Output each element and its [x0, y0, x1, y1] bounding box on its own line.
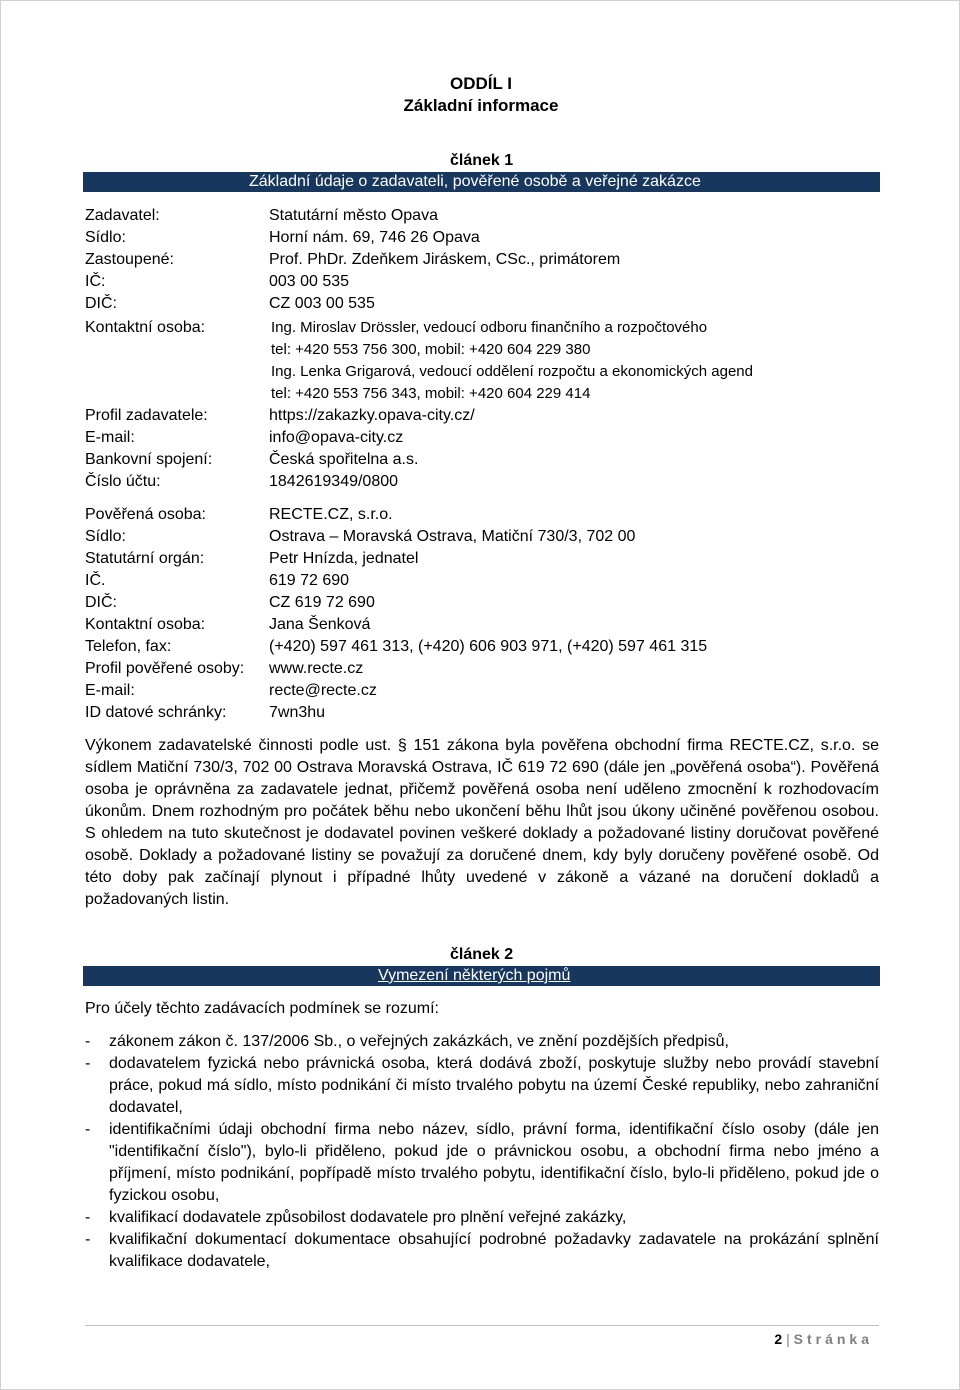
field-value: 7wn3hu — [269, 704, 326, 721]
field-label: IČ: — [85, 273, 106, 290]
list-item: - dodavatelem fyzická nebo právnická osoba, která dodává zboží, poskytuje služby nebo provádí stavební práce, pokud má sídlo, místo podnikání či místo trvalého pobytu na území České republiky, nebo zahraniční dodavatel, — [85, 1055, 879, 1116]
website-link[interactable]: www.recte.cz — [269, 660, 364, 677]
article1-heading-bar — [83, 172, 880, 192]
list-item: - kvalifikační dokumentací dokumentace obsahující podrobné požadavky zadavatele na prokázání splnění kvalifikace dodavatele, — [85, 1231, 879, 1270]
list-item: - zákonem zákon č. 137/2006 Sb., o veřejných zakázkách, ve znění pozdějších předpisů, — [85, 1033, 729, 1050]
field-value: Statutární město Opava — [269, 207, 438, 224]
footer-rule — [85, 1325, 879, 1326]
field-value: CZ 003 00 535 — [269, 295, 375, 312]
article1-number: článek 1 — [450, 152, 514, 169]
field-label: Sídlo: — [85, 229, 126, 246]
page-footer — [774, 1330, 873, 1348]
field-value: Ostrava – Moravská Ostrava, Matiční 730/3, 702 00 — [269, 528, 636, 545]
article2-heading: Vymezení některých pojmů — [378, 967, 571, 984]
section-subtitle: Základní informace — [403, 96, 559, 115]
article2-heading-bar — [83, 966, 880, 986]
field-label: Číslo účtu: — [85, 473, 161, 490]
footer-separator: | — [786, 1331, 790, 1347]
field-value: RECTE.CZ, s.r.o. — [269, 506, 393, 523]
profile-link[interactable]: https://zakazky.opava-city.cz/ — [269, 407, 475, 424]
field-value: Prof. PhDr. Zdeňkem Jiráskem, CSc., primátorem — [269, 251, 621, 268]
field-label: Telefon, fax: — [85, 638, 172, 655]
field-label: Profil pověřené osoby: — [85, 660, 245, 677]
field-label: Sídlo: — [85, 528, 126, 545]
page-word: Stránka — [793, 1331, 873, 1347]
field-value: 1842619349/0800 — [269, 473, 399, 490]
field-label: ID datové schránky: — [85, 704, 227, 721]
field-label: Pověřená osoba: — [85, 506, 206, 523]
email-link[interactable]: recte@recte.cz — [269, 682, 377, 699]
field-value: Česká spořitelna a.s. — [269, 451, 419, 468]
field-value: (+420) 597 461 313, (+420) 606 903 971, (+420) 597 461 315 — [269, 638, 708, 655]
field-label: IČ. — [85, 572, 106, 589]
article2-number: článek 2 — [450, 946, 514, 963]
field-value: 003 00 535 — [269, 273, 350, 290]
contact-line: Ing. Lenka Grigarová, vedoucí oddělení rozpočtu a ekonomických agend — [271, 363, 753, 380]
definitions-list — [85, 1031, 879, 1273]
page-number: 2 — [774, 1331, 783, 1347]
section-title: ODDÍL I — [449, 74, 513, 93]
article1-heading: Základní údaje o zadavateli, pověřené osobě a veřejné zakázce — [249, 173, 701, 190]
field-label: Bankovní spojení: — [85, 451, 213, 468]
contact-line: tel: +420 553 756 343, mobil: +420 604 229 414 — [271, 385, 591, 402]
field-value: 619 72 690 — [269, 572, 350, 589]
delegation-paragraph: Výkonem zadavatelské činnosti podle ust. § 151 zákona byla pověřena obchodní firma RECTE.CZ, s.r.o. se sídlem Matiční 730/3, 702 00 Ostrava Moravská Ostrava, IČ 619 72 690 (dále jen „pověřená osoba“). Pověřená osoba je oprávněna za zadavatele jednat, přičemž pověřená osoba není uděleno zmocnění k rozhodovacím úkonům. Dnem rozhodným pro počátek běhu nebo ukončení běhu lhůt jsou úkony učiněné pověřenou osobou. S ohledem na tuto skutečnost je dodavatel povinen veškeré doklady a požadované listiny doručovat pověřené osobě. Doklady a požadované listiny se považují za doručené dnem, kdy byly doručeny pověřené osobě. Od této doby pak začínají plynout i případné lhůty uvedené v zákoně a vázané na doručení dokladů a požadovaných listin. — [85, 737, 879, 908]
email-link[interactable]: info@opava-city.cz — [269, 429, 404, 446]
field-label: E-mail: — [85, 682, 135, 699]
field-label: Profil zadavatele: — [85, 407, 208, 424]
field-value: Petr Hnízda, jednatel — [269, 550, 419, 567]
field-label: Zastoupené: — [85, 251, 174, 268]
list-item: - kvalifikací dodavatele způsobilost dodavatele pro plnění veřejné zakázky, — [85, 1209, 627, 1226]
field-label: Statutární orgán: — [85, 550, 205, 567]
field-label: DIČ: — [85, 594, 117, 611]
field-label: E-mail: — [85, 429, 135, 446]
field-label: Zadavatel: — [85, 207, 160, 224]
field-value: Jana Šenková — [269, 616, 371, 633]
field-value: Horní nám. 69, 746 26 Opava — [269, 229, 480, 246]
field-label: DIČ: — [85, 295, 117, 312]
field-value: CZ 619 72 690 — [269, 594, 375, 611]
list-item: - identifikačními údaji obchodní firma nebo název, sídlo, právní forma, identifikační číslo osoby (dále jen "identifikační číslo"), bylo-li přiděleno, pokud jde o právnickou osobu, a obchodní firma nebo jméno a příjmení, místo podnikání, popřípadě místo trvalého pobytu, identifikační číslo, bylo-li přiděleno, pokud jde o fyzickou osobu, — [85, 1121, 879, 1204]
contact-label: Kontaktní osoba: — [85, 319, 206, 336]
contact-line: tel: +420 553 756 300, mobil: +420 604 229 380 — [271, 341, 591, 358]
field-label: Kontaktní osoba: — [85, 616, 206, 633]
contact-line: Ing. Miroslav Drössler, vedoucí odboru finančního a rozpočtového — [271, 319, 708, 336]
article2-intro: Pro účely těchto zadávacích podmínek se rozumí: — [85, 1000, 439, 1017]
